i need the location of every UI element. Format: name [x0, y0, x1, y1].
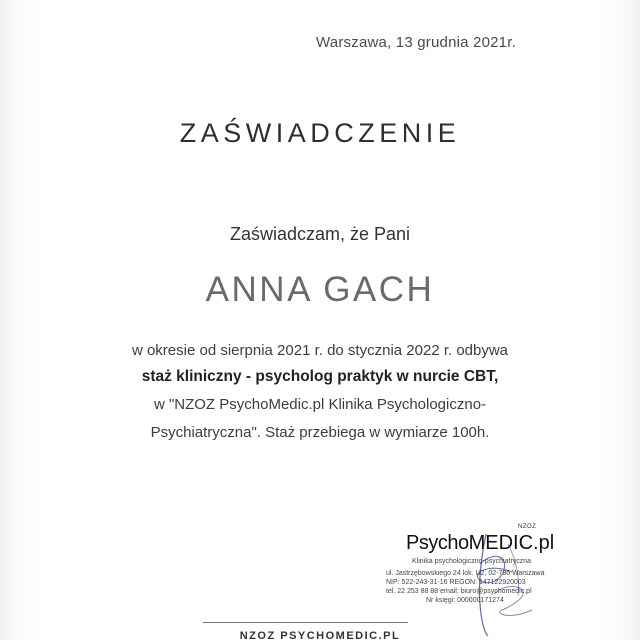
- footer-clinic-name: NZOZ PSYCHOMEDIC.PL: [239, 630, 401, 640]
- stamp-logo-medic: MEDIC.pl: [468, 532, 555, 554]
- stamp-address-line-3: tel. 22 253 88 88 email: biuro@psychomedic.pl: [386, 588, 532, 595]
- body-line-1: w okresie od sierpnia 2021 r. do stycznia 2022 r. odbywa: [131, 342, 509, 359]
- body-line-3: w "NZOZ PsychoMedic.pl Klinika Psychologiczno-: [153, 396, 487, 413]
- stamp-address-line-1: ul. Jastrzębowskiego 24 lok. U2, 02-786 Warszawa: [386, 570, 545, 577]
- stamp-address-line-4: Nr księgi: 000000171274: [426, 597, 504, 604]
- stamp-nzoz-label: NZOZ: [518, 524, 537, 530]
- body-line-2: staż kliniczny - psycholog praktyk w nurcie CBT,: [141, 368, 499, 385]
- intro-text: Zaświadczam, że Pani: [229, 224, 411, 244]
- body-line-4: Psychiatryczna". Staż przebiega w wymiarze 100h.: [150, 424, 490, 441]
- document-date: Warszawa, 13 grudnia 2021r.: [316, 34, 516, 51]
- stamp-logo-psycho: Psycho: [406, 532, 469, 554]
- clinic-stamp: [382, 524, 572, 614]
- recipient-name: ANNA GACH: [205, 270, 435, 309]
- stamp-subtitle: Klinika psychologiczno-psychiatryczna: [412, 558, 532, 565]
- stamp-address-line-2: NIP: 522-243-31-16 REGON: 147122920003: [386, 579, 526, 586]
- signature-line: [203, 622, 408, 623]
- document-title: ZAŚWIADCZENIE: [179, 118, 461, 148]
- signature-icon: [382, 524, 572, 640]
